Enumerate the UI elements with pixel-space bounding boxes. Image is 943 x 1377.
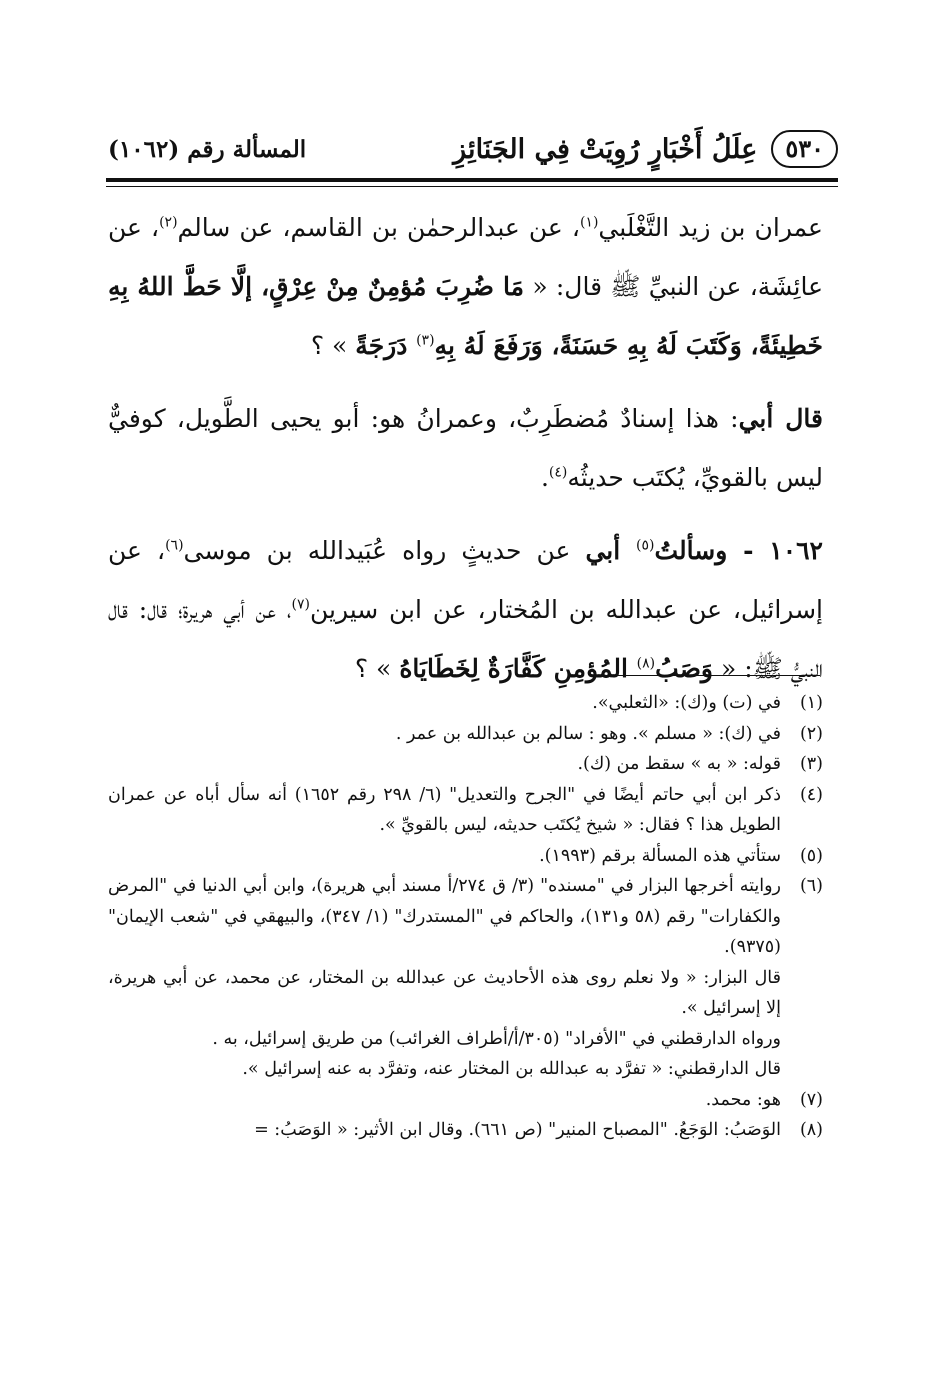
- header-rule-thick: [106, 178, 838, 182]
- footnote-ref: (٦): [165, 537, 184, 554]
- footnote-6-continuation: قال البزار: « ولا نعلم روى هذه الأحاديث عن عبدالله بن المختار، عن محمد، عن أبي هريرة، إلا إسرائيل ».: [108, 967, 781, 1018]
- footnote-separator: [618, 675, 820, 676]
- page-number: ٥٣٠: [771, 130, 838, 168]
- footnote-ref: (٤): [548, 464, 568, 481]
- page-header: [108, 122, 838, 176]
- hadith-text: مَا ضُرِبَ مُؤمِنٌ مِنْ عِرْقٍ، إلَّا حَطَّ اللهُ بِهِ خَطِيئَةً، وَكَتَبَ لَهُ بِهِ حَسَنَةً، وَرَفَعَ لَهُ بِهِ: [108, 272, 823, 360]
- issue-number: ١٠٦٢ - وسألتُ: [654, 536, 823, 565]
- footnote-5: (٥) ستأتي هذه المسألة برقم (١٩٩٣).: [539, 845, 823, 866]
- footnote-ref: (١): [579, 214, 599, 231]
- footnote-3: (٣) قوله: « به » سقط من (ك).: [577, 754, 823, 774]
- speaker-label: قال أبي: [738, 404, 823, 433]
- footnote-4: (٤) ذكر ابن أبي حاتم أيضًا في "الجرح والتعديل" (٦/ ٢٩٨ رقم ١٦٥٢) أنه سأل أباه عن عمران الطويل هذا ؟ فقال: « شيخ يُكتَب حديثه، ليس بالقويِّ ».: [108, 784, 823, 835]
- header-rule-thin: [106, 186, 838, 187]
- issue-label: المسألة رقم (١٠٦٢): [108, 135, 307, 163]
- footnote-ref: (٨): [636, 655, 656, 672]
- main-text: [108, 198, 823, 698]
- footnote-1: (١) في (ت) و(ك): «الثعلبي».: [592, 693, 823, 713]
- footnote-2: (٢) في (ك): « مسلم ». وهو : سالم بن عبدالله بن عمر .: [395, 723, 823, 744]
- footnote-6-continuation: ورواه الدارقطني في "الأفراد" (٣٠٥/أ/أطراف الغرائب) من طريق إسرائيل، به .: [212, 1028, 781, 1049]
- footnote-ref: (٢): [159, 214, 178, 231]
- paragraph-1: عمران بن زيد التَّغْلَبي$^{(١)}$، عن عبدالرحمٰن بن القاسم، عن سالم$^{(٢)}$، عن عائِشَة، عن النبيِّ ﷺ قال: « مَا ضُرِبَ مُؤمِنٌ مِنْ عِرْقٍ، إلَّا حَطَّ اللهُ بِهِ خَطِيئَةً، وَكَتَبَ لَهُ بِهِ حَسَنَةً، وَرَفَعَ لَهُ بِهِ$^{(٣)}$ دَرَجَةً » ؟: [108, 213, 823, 360]
- paragraph-2: قال أبي: هذا إسنادٌ مُضطَرِبٌ، وعمرانُ هو: أبو يحيى الطَّويل، كوفيٌّ ليس بالقويِّ، يُكتَب حديثُه$^{(٤)}$.: [108, 404, 823, 492]
- hadith-text: وَصَبُ: [655, 654, 713, 683]
- paragraph-3: ١٠٦٢ - وسألتُ$^{(٥)}$ أبي عن حديثٍ رواه عُبَيدالله بن موسى$^{(٦)}$، عن إسرائيل، عن عبدالله بن المُختار، عن ابن سيرين$^{(٧)}$، عن أبي هريرة؛ قال: قال النبيُّ ﷺ: « وَصَبُ$^{(٨)}$ المُؤمِنِ كَفَّارَةٌ لِخَطَايَاهُ » ؟: [108, 536, 823, 683]
- footnote-ref: (٣): [416, 332, 435, 349]
- footnote-6-continuation: قال الدارقطني: « تفرَّد به عبدالله بن المختار عنه، وتفرَّد به عنه إسرائيل ».: [242, 1059, 781, 1079]
- footnote-7: (٧) هو: محمد.: [705, 1089, 823, 1110]
- footnote-8: (٨) الوَصَبُ: الوَجَعُ. "المصباح المنير" (ص ٦٦١). وقال ابن الأثير: « الوَصَبُ: =: [254, 1120, 823, 1140]
- footnote-ref: (٥): [636, 537, 655, 554]
- footnote-ref: (٧): [291, 596, 310, 613]
- hadith-text: دَرَجَةً: [355, 331, 417, 360]
- footnotes: [108, 688, 823, 1146]
- footnote-6: (٦) روايته أخرجها البزار في "مسنده" (٣/ ق ٢٧٤/أ مسند أبي هريرة)، وابن أبي الدنيا في "المرض والكفارات" رقم (٥٨ و١٣١)، والحاكم في "المستدرك" (١/ ٣٤٧)، والبيهقي في "شعب الإيمان" (٩٣٧٥).: [108, 876, 823, 957]
- hadith-text: المُؤمِنِ كَفَّارَةٌ لِخَطَايَاهُ: [399, 654, 637, 683]
- book-title: عِلَلُ أَخْبَارٍ رُوِيَتْ فِي الجَنَائِزِ: [453, 133, 758, 165]
